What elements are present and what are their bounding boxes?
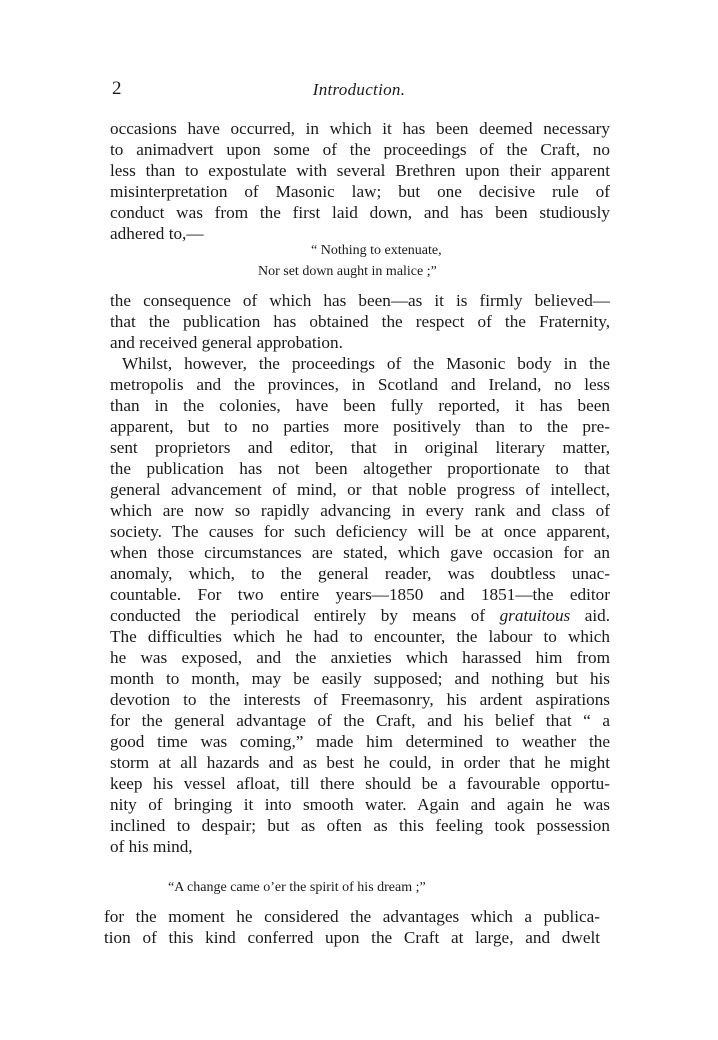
text-line: to animadvert upon some of the proceedings of the Craft, no [110,140,610,159]
paragraph-4 [104,906,600,948]
text-line: inclined to despair; but as often as this feeling took possession [110,816,610,835]
text-line: countable. For two entire years—1850 and 1851—the editor [110,585,610,604]
text-line: Whilst, however, the proceedings of the Masonic body in the [122,354,610,373]
running-title: Introduction. [312,80,406,99]
text-line [110,605,610,626]
text-line: tion of this kind conferred upon the Craft at large, and dwelt [104,928,600,947]
page-number: 2 [112,78,122,99]
text-line: apparent, but to no parties more positively than to the pre- [110,417,610,436]
text-line: adhered to,— [110,224,204,243]
text-line: of his mind, [110,837,193,856]
text-line: the consequence of which has been—as it is firmly believed— [110,291,610,310]
text-line: society. The causes for such deficiency will be at once apparent, [110,522,610,541]
text-line: The difficulties which he had to encounter, the labour to which [110,627,610,646]
text-line: occasions have occurred, in which it has been deemed necessary [110,119,610,138]
paragraph-1 [110,118,610,244]
quote-line: “ Nothing to extenuate, [311,243,442,258]
quote-line: “A change came o’er the spirit of his dream ;” [168,880,426,895]
text-line: metropolis and the provinces, in Scotland and Ireland, no less [110,375,610,394]
text-line: for the moment he considered the advantages which a publica- [104,907,600,926]
text-line: month to month, may be easily supposed; and nothing but his [110,669,610,688]
text-line: than in the colonies, have been fully reported, it has been [110,396,610,415]
text-segment: aid. [584,606,611,625]
text-line: nity of bringing it into smooth water. Again and again he was [110,795,610,814]
text-line: misinterpretation of Masonic law; but one decisive rule of [110,182,610,201]
text-line: keep his vessel afloat, till there should be a favourable opportu- [110,774,610,793]
paragraph-2 [110,290,610,353]
text-line: less than to expostulate with several Brethren upon their apparent [110,161,610,180]
text-line: conduct was from the first laid down, and has been studiously [110,203,610,222]
text-line: the publication has not been altogether proportionate to that [110,459,610,478]
text-line: good time was coming,” made him determined to weather the [110,732,610,751]
text-line: he was exposed, and the anxieties which harassed him from [110,648,610,667]
text-line: and received general approbation. [110,333,343,352]
text-line: that the publication has obtained the respect of the Fraternity, [110,312,610,331]
italic-word: gratuitous [499,606,571,625]
text-line: sent proprietors and editor, that in original literary matter, [110,438,610,457]
text-segment: conducted the periodical entirely by means of [110,606,486,625]
text-line: devotion to the interests of Freemasonry, his ardent aspirations [110,690,610,709]
text-line: anomaly, which, to the general reader, was doubtless unac- [110,564,610,583]
text-line: for the general advantage of the Craft, and his belief that “ a [110,711,610,730]
text-line: when those circumstances are stated, which gave occasion for an [110,543,610,562]
text-line: which are now so rapidly advancing in every rank and class of [110,501,610,520]
text-line: storm at all hazards and as best he could, in order that he might [110,753,610,772]
text-line: general advancement of mind, or that noble progress of intellect, [110,480,610,499]
paragraph-3 [110,353,610,857]
quote-line: Nor set down aught in malice ;” [258,264,437,279]
